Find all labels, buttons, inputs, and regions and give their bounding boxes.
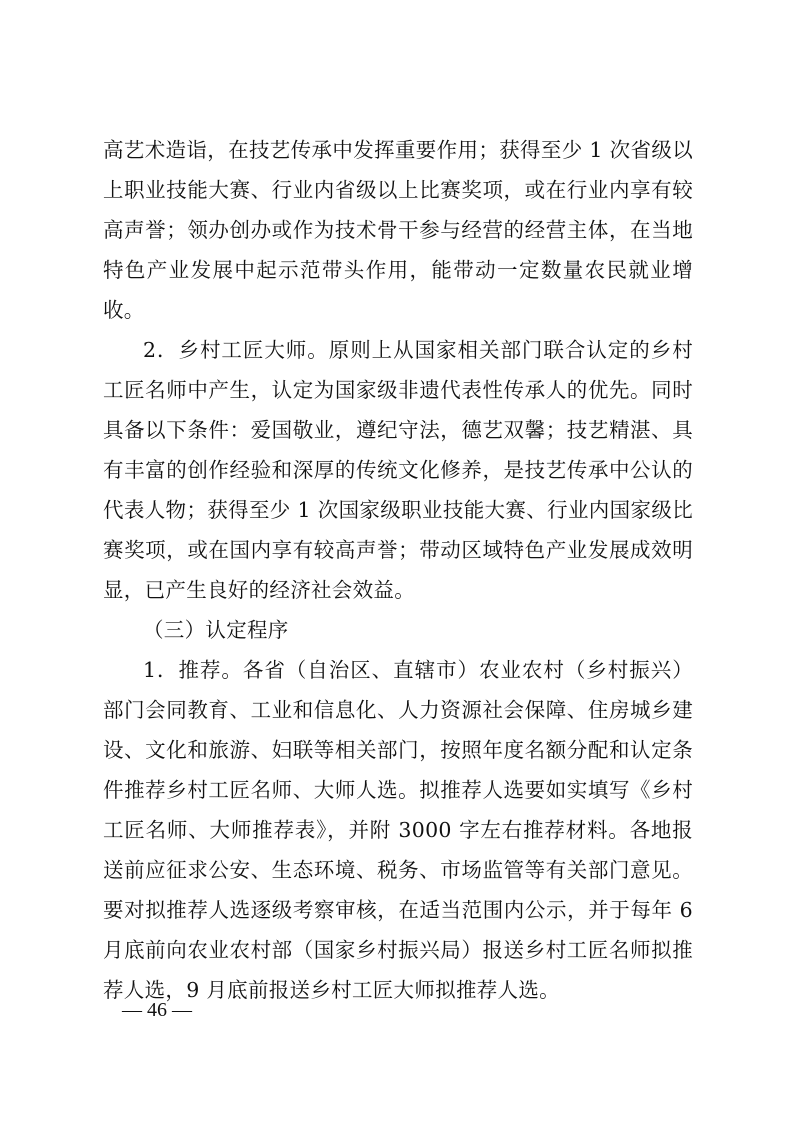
body-text-line: 要对拟推荐人选逐级考察审核，在适当范围内公示，并于每年 6 — [103, 898, 693, 922]
body-text-line: 设、文化和旅游、妇联等相关部门，按照年度名额分配和认定条 — [103, 738, 693, 762]
section-heading: （三）认定程序 — [143, 618, 289, 642]
body-text-line: 上职业技能大赛、行业内省级以上比赛奖项，或在行业内享有较 — [103, 178, 693, 202]
body-text-line: 件推荐乡村工匠名师、大师人选。拟推荐人选要如实填写《乡村 — [103, 778, 693, 802]
body-text-line: 代表人物；获得至少 1 次国家级职业技能大赛、行业内国家级比 — [103, 498, 693, 522]
body-text-line: 月底前向农业农村部（国家乡村振兴局）报送乡村工匠名师拟推 — [103, 938, 693, 962]
body-text-line: 荐人选，9 月底前报送乡村工匠大师拟推荐人选。 — [103, 978, 560, 1002]
body-text-line: 具备以下条件：爱国敬业，遵纪守法，德艺双馨；技艺精湛、具 — [103, 418, 693, 442]
body-text-line: 显，已产生良好的经济社会效益。 — [103, 578, 415, 602]
section-item-heading: 1．推荐。各省（自治区、直辖市）农业农村（乡村振兴） — [143, 658, 693, 682]
body-text-line: 有丰富的创作经验和深厚的传统文化修养，是技艺传承中公认的 — [103, 458, 693, 482]
body-text-line: 赛奖项，或在国内享有较高声誉；带动区域特色产业发展成效明 — [103, 538, 693, 562]
body-text-line: 特色产业发展中起示范带头作用，能带动一定数量农民就业增 — [103, 258, 693, 282]
body-text-line: 高声誉；领办创办或作为技术骨干参与经营的经营主体，在当地 — [103, 218, 693, 242]
body-text-line: 工匠名师中产生，认定为国家级非遗代表性传承人的优先。同时 — [103, 378, 693, 402]
body-text-line: 送前应征求公安、生态环境、税务、市场监管等有关部门意见。 — [103, 858, 693, 882]
body-text-line: 收。 — [103, 298, 145, 322]
body-text-line: 工匠名师、大师推荐表》，并附 3000 字左右推荐材料。各地报 — [103, 818, 693, 842]
page-number: — 46 — — [122, 999, 192, 1021]
body-text-line: 部门会同教育、工业和信息化、人力资源社会保障、住房城乡建 — [103, 698, 693, 722]
section-item-heading: 2．乡村工匠大师。原则上从国家相关部门联合认定的乡村 — [143, 338, 693, 362]
body-text-line: 高艺术造诣，在技艺传承中发挥重要作用；获得至少 1 次省级以 — [103, 138, 693, 162]
